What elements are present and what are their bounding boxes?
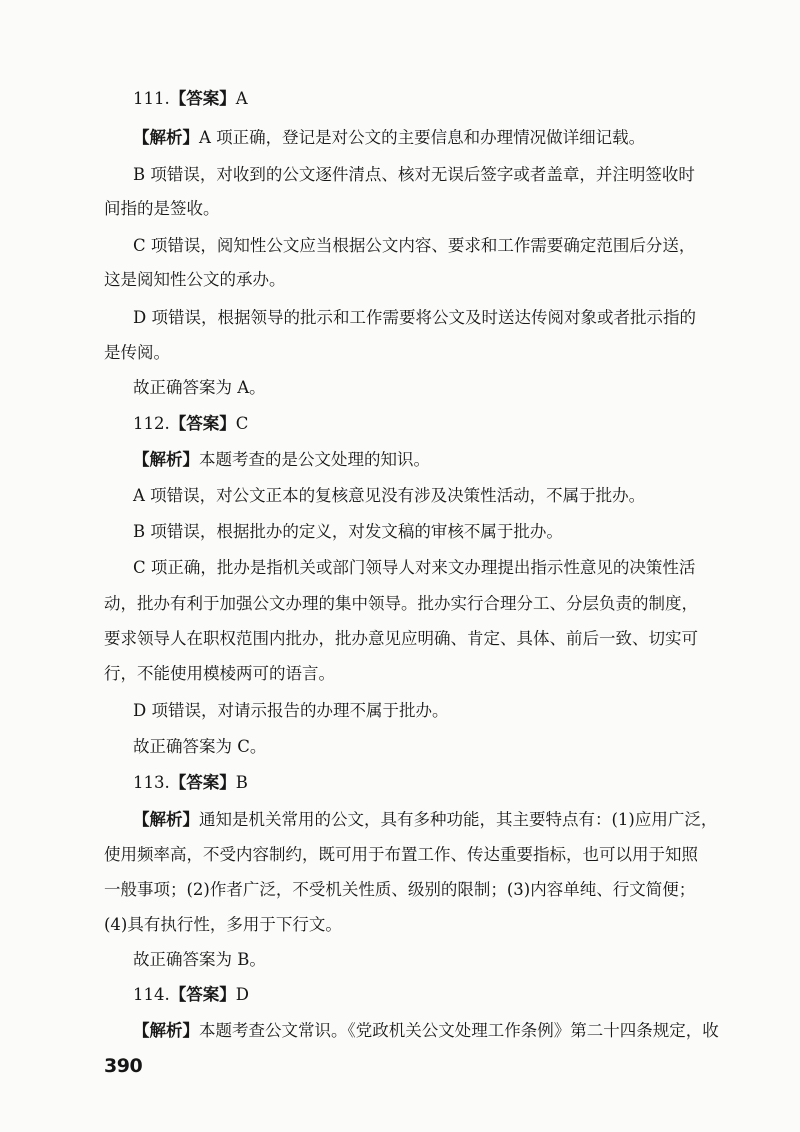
text-line: 是传阅。 — [104, 343, 170, 362]
question-number: 113. — [133, 773, 170, 792]
analysis-tag: 【解析】 — [133, 450, 199, 469]
analysis-text: 本题考查的是公文处理的知识。 — [199, 450, 430, 469]
page-number: 390 — [104, 1055, 143, 1077]
q112-answer-line — [133, 413, 248, 435]
answer-value: B — [235, 773, 248, 792]
question-number: 112. — [133, 414, 170, 433]
text-line: (4)具有执行性，多用于下行文。 — [104, 915, 342, 934]
q112-analysis-line — [133, 449, 430, 471]
q113-analysis-line — [133, 809, 717, 831]
analysis-text: A 项正确，登记是对公文的主要信息和办理情况做详细记载。 — [199, 128, 646, 147]
analysis-tag: 【解析】 — [133, 810, 199, 829]
text-line: C 项正确，批办是指机关或部门领导人对来文办理提出指示性意见的决策性活 — [133, 558, 696, 577]
text-line: 动，批办有利于加强公文办理的集中领导。批办实行合理分工、分层负责的制度， — [104, 594, 698, 613]
analysis-tag: 【解析】 — [133, 1021, 199, 1040]
text-line: 一般事项；(2)作者广泛，不受机关性质、级别的限制；(3)内容单纯、行文简便； — [104, 880, 696, 899]
q113-answer-line — [133, 772, 248, 794]
conclusion-line: 故正确答案为 C。 — [133, 737, 267, 756]
text-line: 行，不能使用模棱两可的语言。 — [104, 664, 335, 683]
text-line: A 项错误，对公文正本的复核意见没有涉及决策性活动，不属于批办。 — [133, 486, 646, 505]
answer-value: A — [235, 89, 248, 108]
text-line: B 项错误，根据批办的定义，对发文稿的审核不属于批办。 — [133, 522, 563, 541]
question-number: 111. — [133, 89, 170, 108]
answer-value: C — [235, 414, 249, 433]
answer-value: D — [235, 985, 249, 1004]
question-number: 114. — [133, 985, 170, 1004]
conclusion-line: 故正确答案为 B。 — [133, 950, 266, 969]
text-line: 使用频率高，不受内容制约，既可用于布置工作、传达重要指标，也可以用于知照 — [104, 845, 698, 864]
analysis-tag: 【解析】 — [133, 128, 199, 147]
answer-tag: 【答案】 — [169, 89, 236, 108]
text-line: 间指的是签收。 — [104, 199, 220, 218]
answer-tag: 【答案】 — [169, 985, 236, 1004]
text-line: D 项错误，根据领导的批示和工作需要将公文及时送达传阅对象或者批示指的 — [133, 308, 696, 327]
text-line: 要求领导人在职权范围内批办，批办意见应明确、肯定、具体、前后一致、切实可 — [104, 629, 698, 648]
q111-answer-line — [133, 88, 248, 110]
analysis-text: 本题考查公文常识。《党政机关公文处理工作条例》第二十四条规定，收 — [199, 1021, 719, 1040]
answer-tag: 【答案】 — [169, 773, 236, 792]
text-line: 这是阅知性公文的承办。 — [104, 270, 286, 289]
text-line: D 项错误，对请示报告的办理不属于批办。 — [133, 701, 449, 720]
q114-answer-line — [133, 984, 249, 1006]
analysis-text: 通知是机关常用的公文，具有多种功能，其主要特点有：(1)应用广泛， — [199, 810, 718, 829]
conclusion-line: 故正确答案为 A。 — [133, 378, 266, 397]
answer-tag: 【答案】 — [169, 414, 236, 433]
text-line: B 项错误，对收到的公文逐件清点、核对无误后签字或者盖章，并注明签收时 — [133, 165, 695, 184]
q111-analysis-line — [133, 127, 645, 149]
text-line: C 项错误，阅知性公文应当根据公文内容、要求和工作需要确定范围后分送， — [133, 236, 696, 255]
q114-analysis-line — [133, 1020, 719, 1042]
